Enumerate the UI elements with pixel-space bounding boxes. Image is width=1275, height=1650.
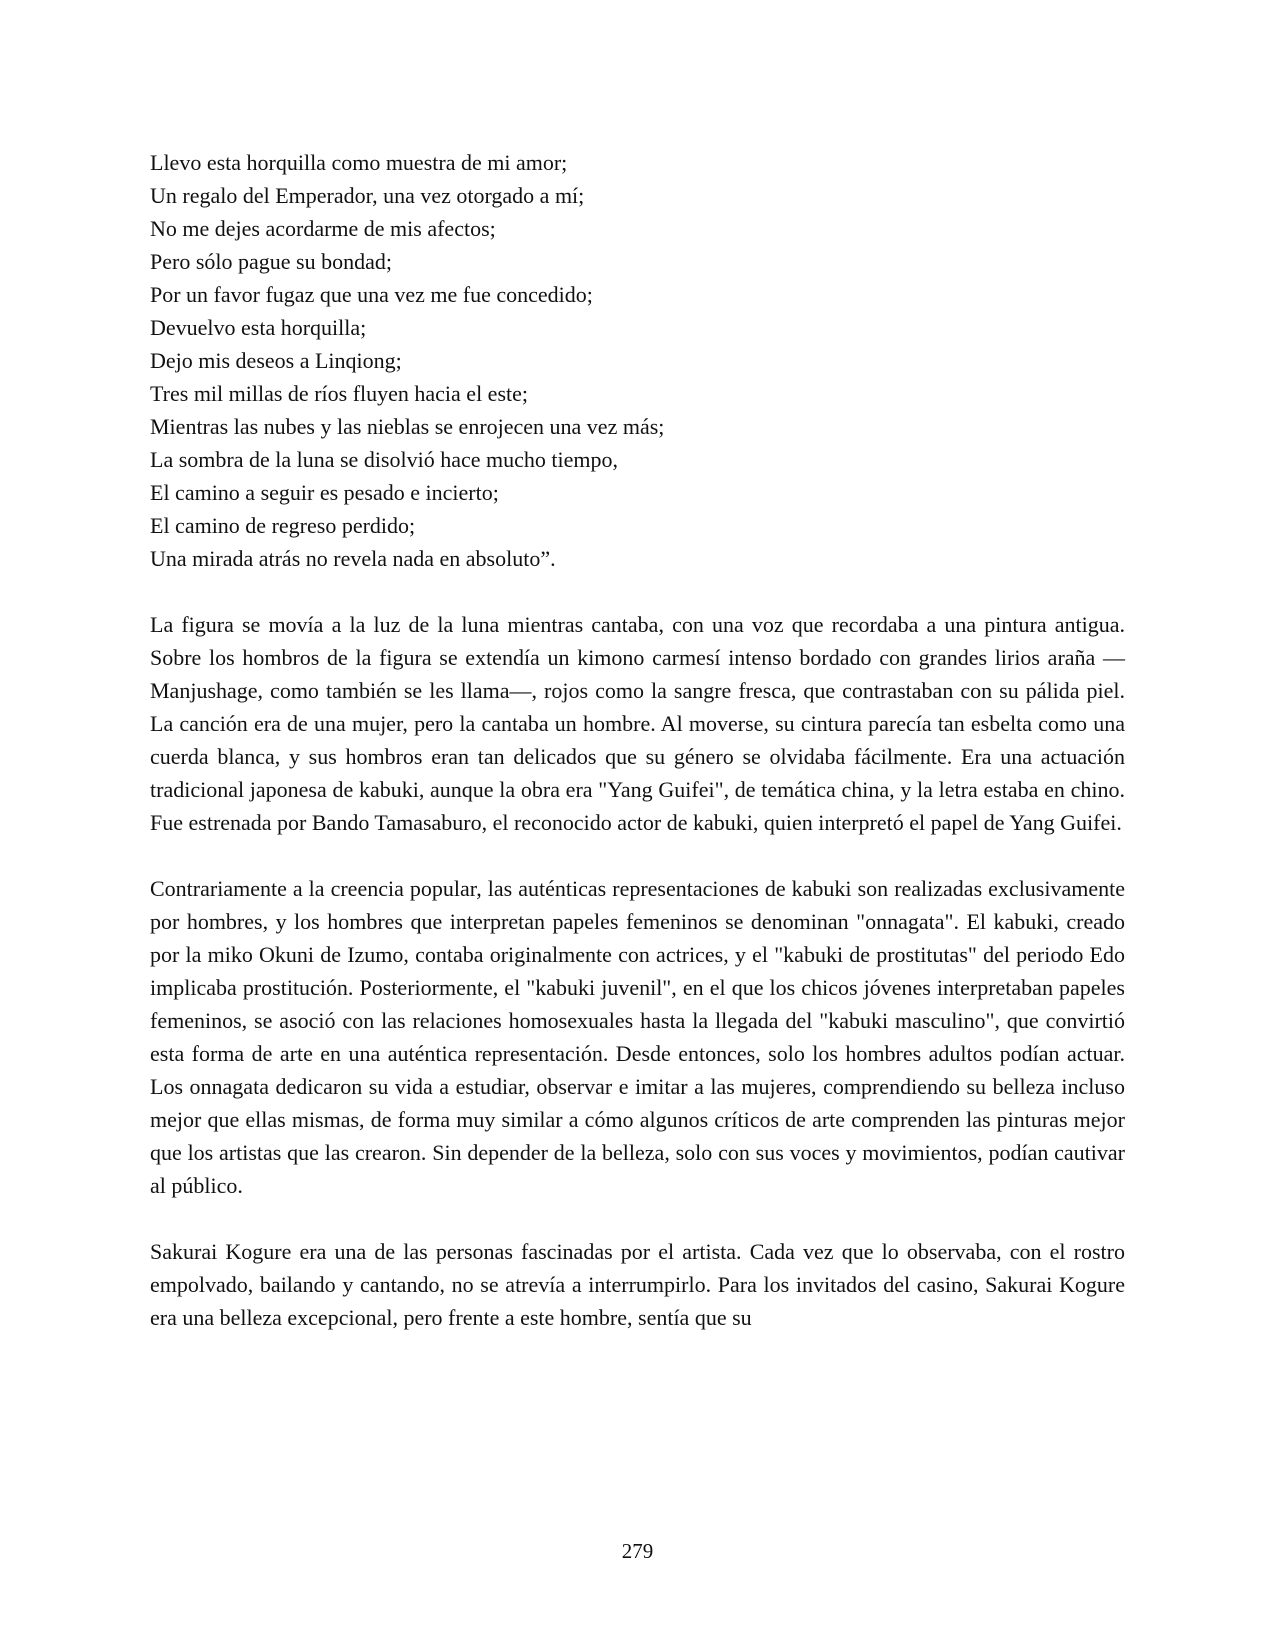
paragraph-kabuki-history: Contrariamente a la creencia popular, las auténticas representaciones de kabuki son realizadas exclusivamente por hombres, y los hombres que interpretan papeles femeninos se denominan "onnagata". El kabuki, creado por la miko Okuni de Izumo, contaba originalmente con actrices, y el "kabuki de prostitutas" del periodo Edo implicaba prostitución. Posteriormente, el "kabuki juvenil", en el que los chicos jóvenes interpretaban papeles femeninos, se asoció con las relaciones homosexuales hasta la llegada del "kabuki masculino", que convirtió esta forma de arte en una auténtica representación. Desde entonces, solo los hombres adultos podían actuar. Los onnagata dedicaron su vida a estudiar, observar e imitar a las mujeres, comprendiendo su belleza incluso mejor que ellas mismas, de forma muy similar a cómo algunos críticos de arte comprenden las pinturas mejor que los artistas que las crearon. Sin depender de la belleza, solo con sus voces y movimientos, podían cautivar al público.: [150, 876, 1125, 1198]
poem-line: Devuelvo esta horquilla;: [150, 315, 367, 340]
poem-line: No me dejes acordarme de mis afectos;: [150, 216, 496, 241]
poem-line: Un regalo del Emperador, una vez otorgado a mí;: [150, 183, 585, 208]
paragraph-kabuki-performance: La figura se movía a la luz de la luna mientras cantaba, con una voz que recordaba a una pintura antigua. Sobre los hombros de la figura se extendía un kimono carmesí intenso bordado con grandes lirios araña —Manjushage, como también se les llama—, rojos como la sangre fresca, que contrastaban con su pálida piel. La canción era de una mujer, pero la cantaba un hombre. Al moverse, su cintura parecía tan esbelta como una cuerda blanca, y sus hombros eran tan delicados que su género se olvidaba fácilmente. Era una actuación tradicional japonesa de kabuki, aunque la obra era "Yang Guifei", de temática china, y la letra estaba en chino. Fue estrenada por Bando Tamasaburo, el reconocido actor de kabuki, quien interpretó el papel de Yang Guifei.: [150, 612, 1125, 835]
poem-line: Dejo mis deseos a Linqiong;: [150, 348, 402, 373]
paragraph-sakurai-kogure: Sakurai Kogure era una de las personas fascinadas por el artista. Cada vez que lo observaba, con el rostro empolvado, bailando y cantando, no se atrevía a interrumpirlo. Para los invitados del casino, Sakurai Kogure era una belleza excepcional, pero frente a este hombre, sentía que su: [150, 1239, 1125, 1330]
poem-line: Llevo esta horquilla como muestra de mi amor;: [150, 150, 568, 175]
page-number: 279: [621, 1539, 654, 1563]
page-body: [150, 146, 1125, 1334]
poem-line: Pero sólo pague su bondad;: [150, 249, 392, 274]
poem-block: [150, 146, 1125, 575]
poem-line: El camino de regreso perdido;: [150, 513, 416, 538]
poem-line: Una mirada atrás no revela nada en absoluto”.: [150, 546, 556, 571]
poem-line: Tres mil millas de ríos fluyen hacia el este;: [150, 381, 528, 406]
poem-line: El camino a seguir es pesado e incierto;: [150, 480, 499, 505]
poem-line: La sombra de la luna se disolvió hace mucho tiempo,: [150, 447, 618, 472]
poem-line: Por un favor fugaz que una vez me fue concedido;: [150, 282, 593, 307]
poem-line: Mientras las nubes y las nieblas se enrojecen una vez más;: [150, 414, 665, 439]
